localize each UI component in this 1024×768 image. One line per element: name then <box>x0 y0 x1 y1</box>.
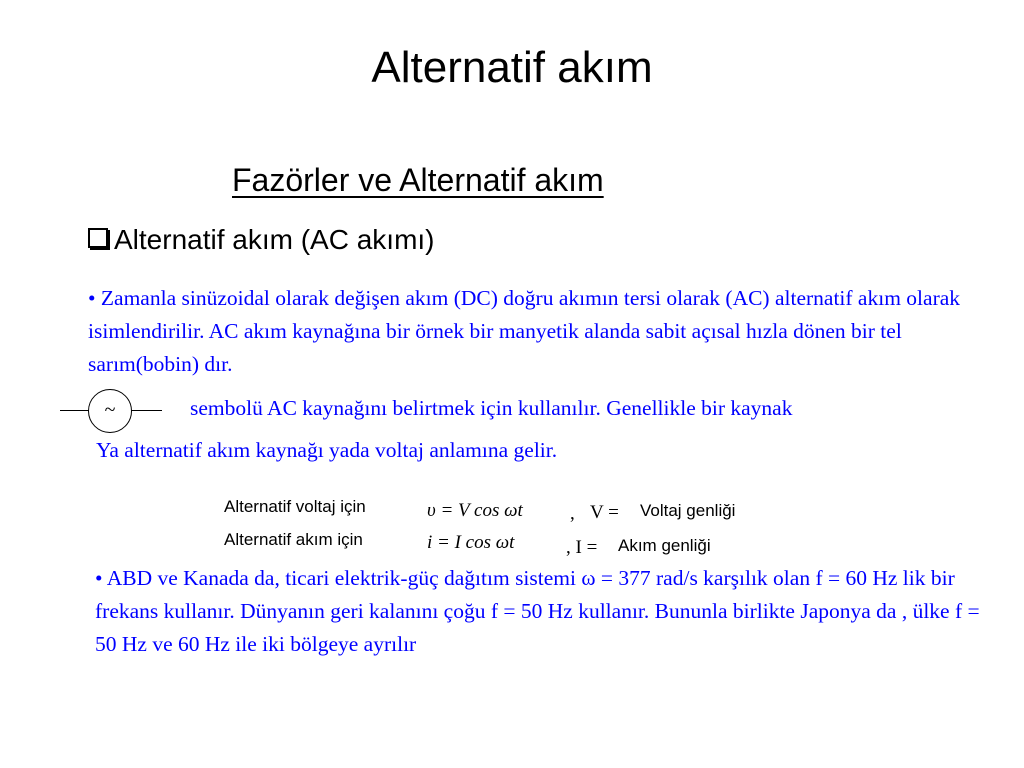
slide-subtitle: Fazörler ve Alternatif akım <box>232 162 604 198</box>
formula-current-variable: , I = <box>566 537 598 558</box>
ac-source-symbol-icon: ~ <box>88 389 132 433</box>
slide-title: Alternatif akım <box>371 43 653 92</box>
formula-current: i = I cos ωt <box>427 532 515 553</box>
formula-voltage-description: Voltaj genliği <box>640 501 736 520</box>
formula-voltage: υ = V cos ωt <box>427 500 523 521</box>
bullet-heading-text: Alternatif akım (AC akımı) <box>114 224 435 255</box>
paragraph-ac-definition: • Zamanla sinüzoidal olarak değişen akım (DC) doğru akımın tersi olarak (AC) alternatif akım olarak isimlendirilir. AC akım kaynağına bir örnek bir manyetik alanda sabit açısal hızla dönen bir tel sarım(bobin) dır. <box>88 286 961 376</box>
formula-voltage-variable: V = <box>590 502 619 523</box>
formula-current-description: Akım genliği <box>618 536 711 555</box>
checkbox-bullet-icon <box>88 228 108 248</box>
paragraph-frequency-info: • ABD ve Kanada da, ticari elektrik-güç dağıtım sistemi ω = 377 rad/s karşılık olan f = 60 Hz lik bir frekans kullanır. Dünyanın geri kalanını çoğu f = 50 Hz kullanır. Bununla birlikte Japonya da , ülke f = 50 Hz ve 60 Hz ile iki bölgeye ayrılır <box>95 566 980 656</box>
formula-voltage-separator: , <box>570 503 575 524</box>
formula-voltage-label: Alternatif voltaj için <box>224 497 366 516</box>
paragraph-symbol-description: sembolü AC kaynağını belirtmek için kullanılır. Genellikle bir kaynak <box>190 396 793 420</box>
paragraph-symbol-meaning: Ya alternatif akım kaynağı yada voltaj anlamına gelir. <box>96 438 558 462</box>
formula-current-label: Alternatif akım için <box>224 530 363 549</box>
bullet-heading <box>88 220 435 260</box>
